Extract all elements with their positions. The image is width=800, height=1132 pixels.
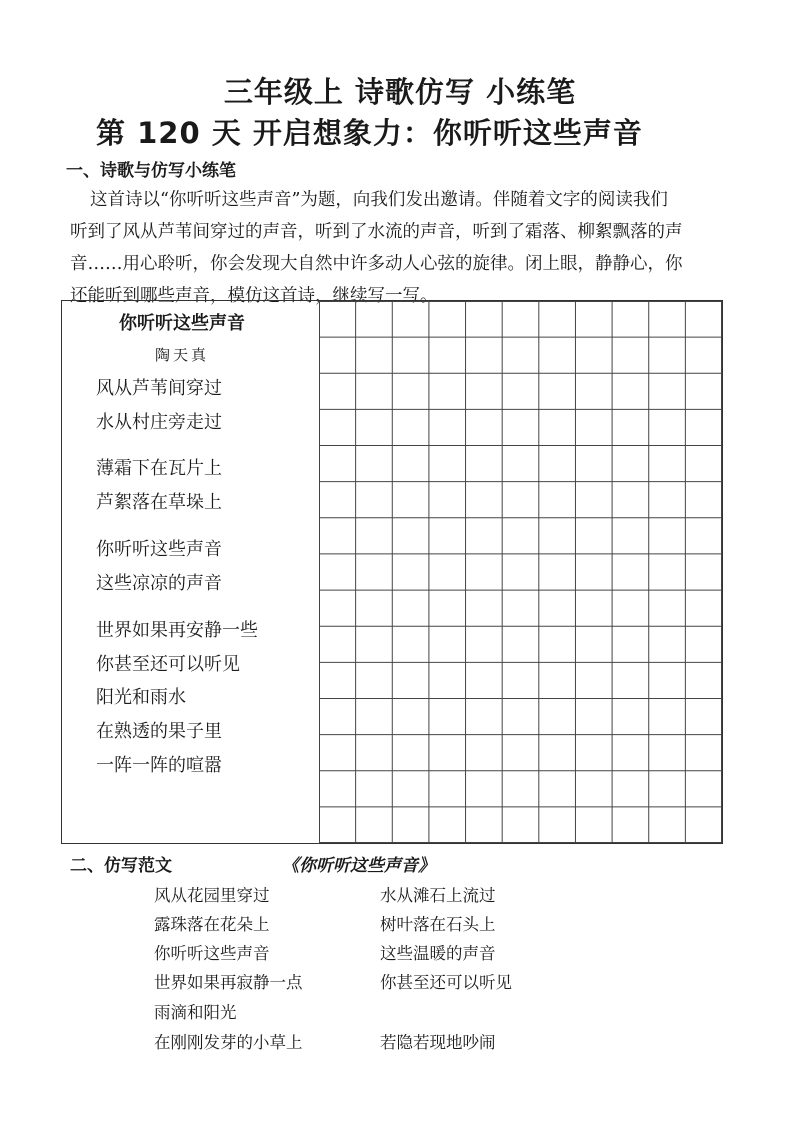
writing-grid-lines [319,301,722,843]
poem-line: 薄霜下在瓦片上 [96,458,222,479]
page-title: 三年级上 诗歌仿写 小练笔 [223,75,577,109]
sample-left-line: 在刚刚发芽的小草上 [154,1033,303,1052]
poem-line: 你甚至还可以听见 [96,654,240,675]
poem-line: 世界如果再安静一些 [96,620,258,641]
sample-right-line: 树叶落在石头上 [380,915,496,934]
sample-right-line: 你甚至还可以听见 [380,973,512,992]
section-1-heading: 一、诗歌与仿写小练笔 [66,161,236,181]
poem-line: 这些凉凉的声音 [96,573,222,594]
poem-panel [62,301,319,843]
poem-line: 在熟透的果子里 [96,721,222,742]
page-subtitle: 第 120 天 开启想象力：你听听这些声音 [96,116,643,150]
sample-left-line: 你听听这些声音 [154,944,270,963]
poem-line: 一阵一阵的喧嚣 [96,755,222,776]
poem-line: 风从芦苇间穿过 [96,378,222,399]
intro-paragraph [70,184,740,312]
section-2-heading: 二、仿写范文 [70,856,172,876]
intro-line: 音……用心聆听，你会发现大自然中许多动人心弦的旋律。闭上眼，静静心，你 [70,254,683,274]
poem-author: 陶天真 [154,346,209,364]
intro-line: 还能听到哪些声音，模仿这首诗，继续写一写。 [70,286,438,306]
sample-right-line: 若隐若现地吵闹 [380,1033,496,1052]
writing-grid[interactable] [319,301,722,843]
sample-right-line: 这些温暖的声音 [380,944,496,963]
sample-right-line: 水从滩石上流过 [380,886,496,905]
poem-and-writing-box [61,300,723,844]
poem-line: 阳光和雨水 [96,687,186,708]
poem-line: 水从村庄旁走过 [96,412,222,433]
sample-left-line: 世界如果再寂静一点 [154,973,303,992]
intro-line: 听到了风从芦苇间穿过的声音，听到了水流的声音，听到了霜落、柳絮飘落的声 [70,222,683,242]
poem-line: 你听听这些声音 [96,539,222,560]
poem-line: 芦絮落在草垛上 [96,492,222,513]
sample-left-line: 雨滴和阳光 [154,1003,237,1022]
sample-left-line: 露珠落在花朵上 [154,915,270,934]
intro-line: 这首诗以“你听听这些声音”为题，向我们发出邀请。伴随着文字的阅读我们 [90,190,668,210]
poem-title: 你听听这些声音 [119,313,245,334]
sample-title: 《你听听这些声音》 [282,856,435,876]
sample-left-line: 风从花园里穿过 [154,886,270,905]
